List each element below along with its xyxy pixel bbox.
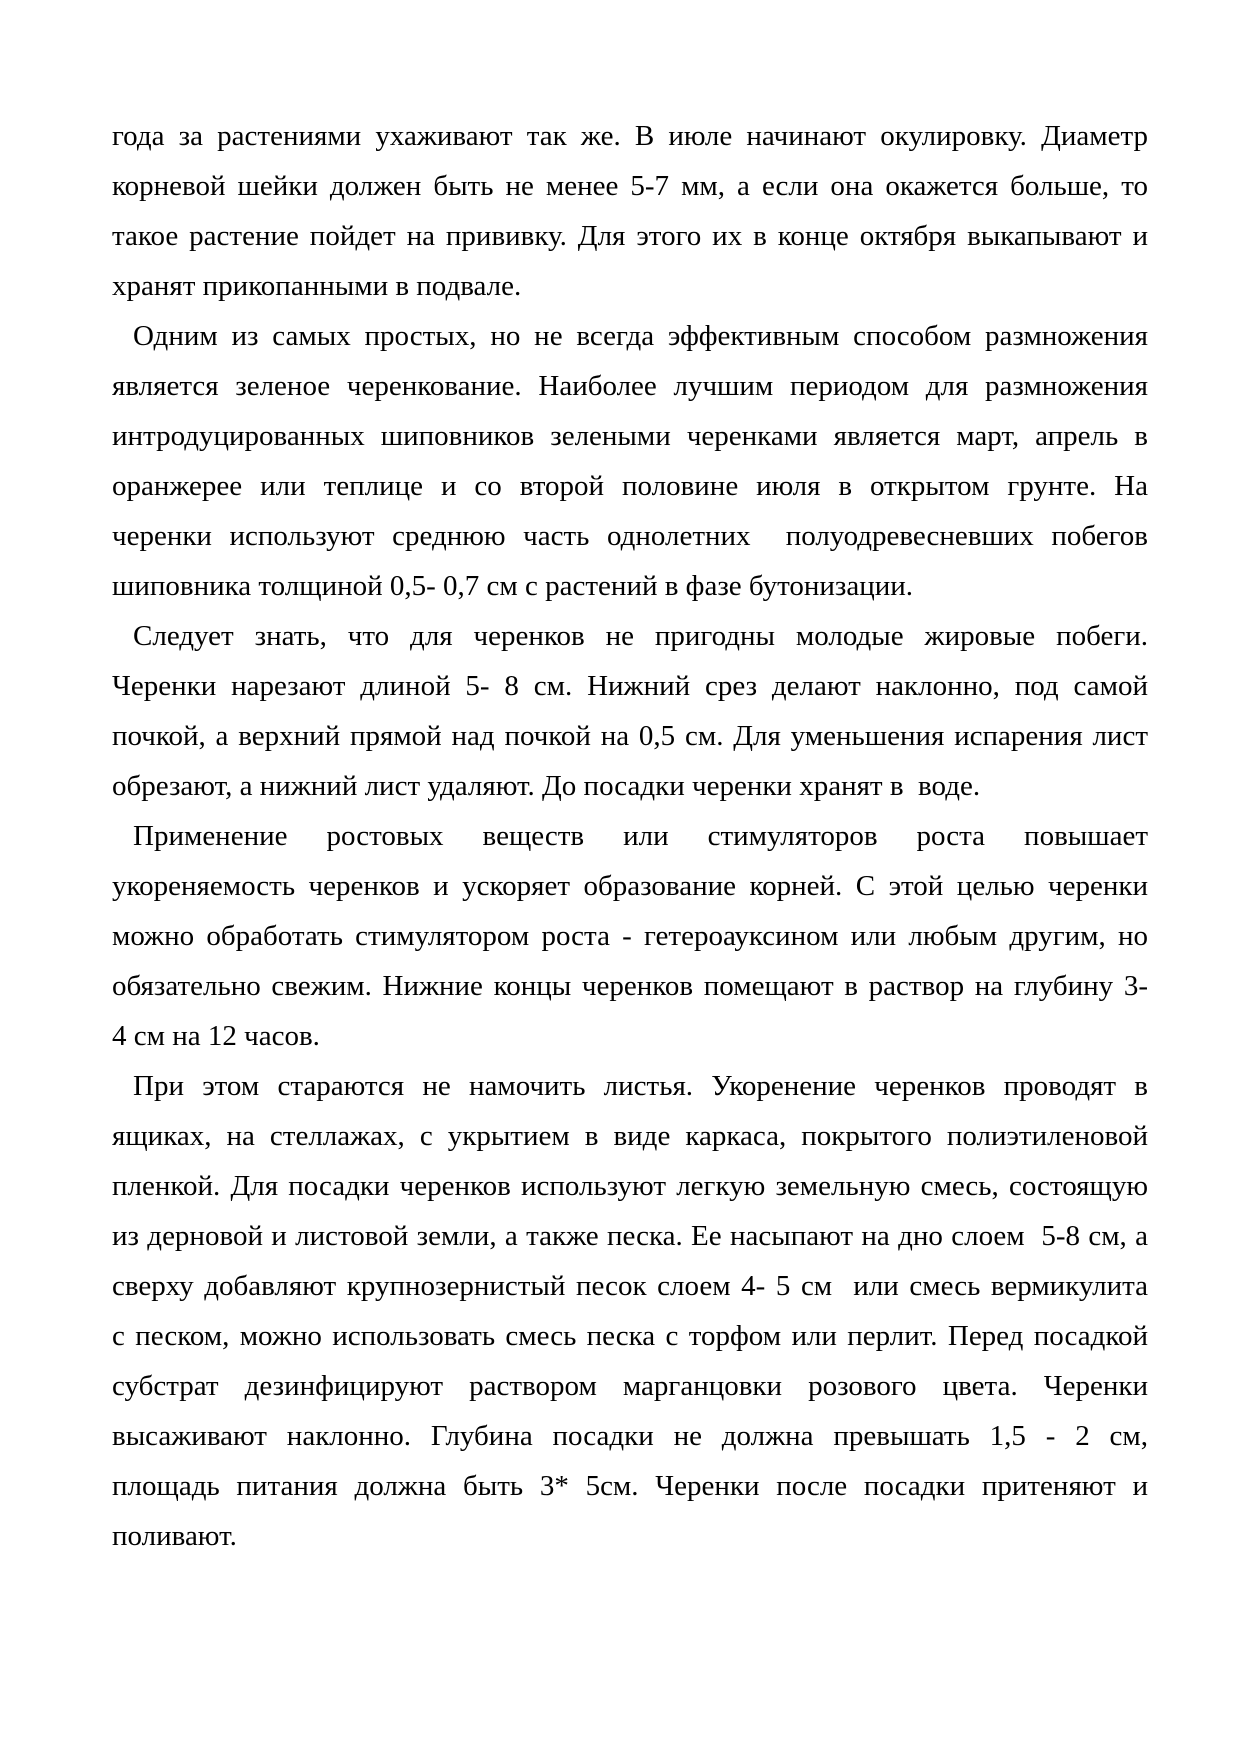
text-line: обрезают, а нижний лист удаляют. До посадки черенки хранят в воде. xyxy=(112,770,981,802)
text-line: является зеленое черенкование. Наиболее лучшим периодом для размножения xyxy=(112,370,1148,402)
document-text xyxy=(112,111,1148,1561)
text-line: шиповника толщиной 0,5- 0,7 см с растений в фазе бутонизации. xyxy=(112,570,914,602)
text-line: почкой, а верхний прямой над почкой на 0,5 см. Для уменьшения испарения лист xyxy=(112,720,1148,752)
text-line: пленкой. Для посадки черенков используют легкую земельную смесь, состоящую xyxy=(112,1170,1148,1202)
text-line: укореняемость черенков и ускоряет образование корней. С этой целью черенки xyxy=(112,870,1148,902)
paragraph xyxy=(112,311,1148,611)
text-line: можно обработать стимулятором роста - гетероауксином или любым другим, но xyxy=(112,920,1148,952)
text-line: года за растениями ухаживают так же. В июле начинают окулировку. Диаметр xyxy=(112,120,1148,152)
text-line: Применение ростовых веществ или стимуляторов роста повышает xyxy=(133,820,1148,852)
text-line: оранжерее или теплице и со второй половине июля в открытом грунте. На xyxy=(112,470,1148,502)
text-line: ящиках, на стеллажах, с укрытием в виде каркаса, покрытого полиэтиленовой xyxy=(112,1120,1148,1152)
paragraph xyxy=(112,111,1148,311)
text-line: черенки используют среднюю часть однолетних полуодревесневших побегов xyxy=(112,520,1148,552)
text-line: с песком, можно использовать смесь песка с торфом или перлит. Перед посадкой xyxy=(112,1320,1148,1352)
text-line: Одним из самых простых, но не всегда эффективным способом размножения xyxy=(133,320,1148,352)
text-line: сверху добавляют крупнозернистый песок слоем 4- 5 см или смесь вермикулита xyxy=(112,1270,1148,1302)
text-line: площадь питания должна быть 3* 5см. Черенки после посадки притеняют и xyxy=(112,1470,1148,1502)
paragraph xyxy=(112,811,1148,1061)
text-line: корневой шейки должен быть не менее 5-7 мм, а если она окажется больше, то xyxy=(112,170,1148,202)
text-line: 4 см на 12 часов. xyxy=(112,1020,320,1052)
text-line: такое растение пойдет на прививку. Для этого их в конце октября выкапывают и xyxy=(112,220,1148,252)
text-line: Следует знать, что для черенков не пригодны молодые жировые побеги. xyxy=(133,620,1148,652)
text-line: поливают. xyxy=(112,1520,237,1552)
text-line: При этом стараются не намочить листья. Укоренение черенков проводят в xyxy=(133,1070,1148,1102)
text-line: высаживают наклонно. Глубина посадки не должна превышать 1,5 - 2 см, xyxy=(112,1420,1148,1452)
text-line: Черенки нарезают длиной 5- 8 см. Нижний срез делают наклонно, под самой xyxy=(112,670,1148,702)
text-line: хранят прикопанными в подвале. xyxy=(112,270,522,302)
text-line: интродуцированных шиповников зелеными черенками является март, апрель в xyxy=(112,420,1148,452)
paragraph xyxy=(112,1061,1148,1561)
paragraph xyxy=(112,611,1148,811)
text-line: из дерновой и листовой земли, а также песка. Ее насыпают на дно слоем 5-8 см, а xyxy=(112,1220,1148,1252)
text-line: субстрат дезинфицируют раствором марганцовки розового цвета. Черенки xyxy=(112,1370,1148,1402)
text-line: обязательно свежим. Нижние концы черенков помещают в раствор на глубину 3- xyxy=(112,970,1148,1002)
